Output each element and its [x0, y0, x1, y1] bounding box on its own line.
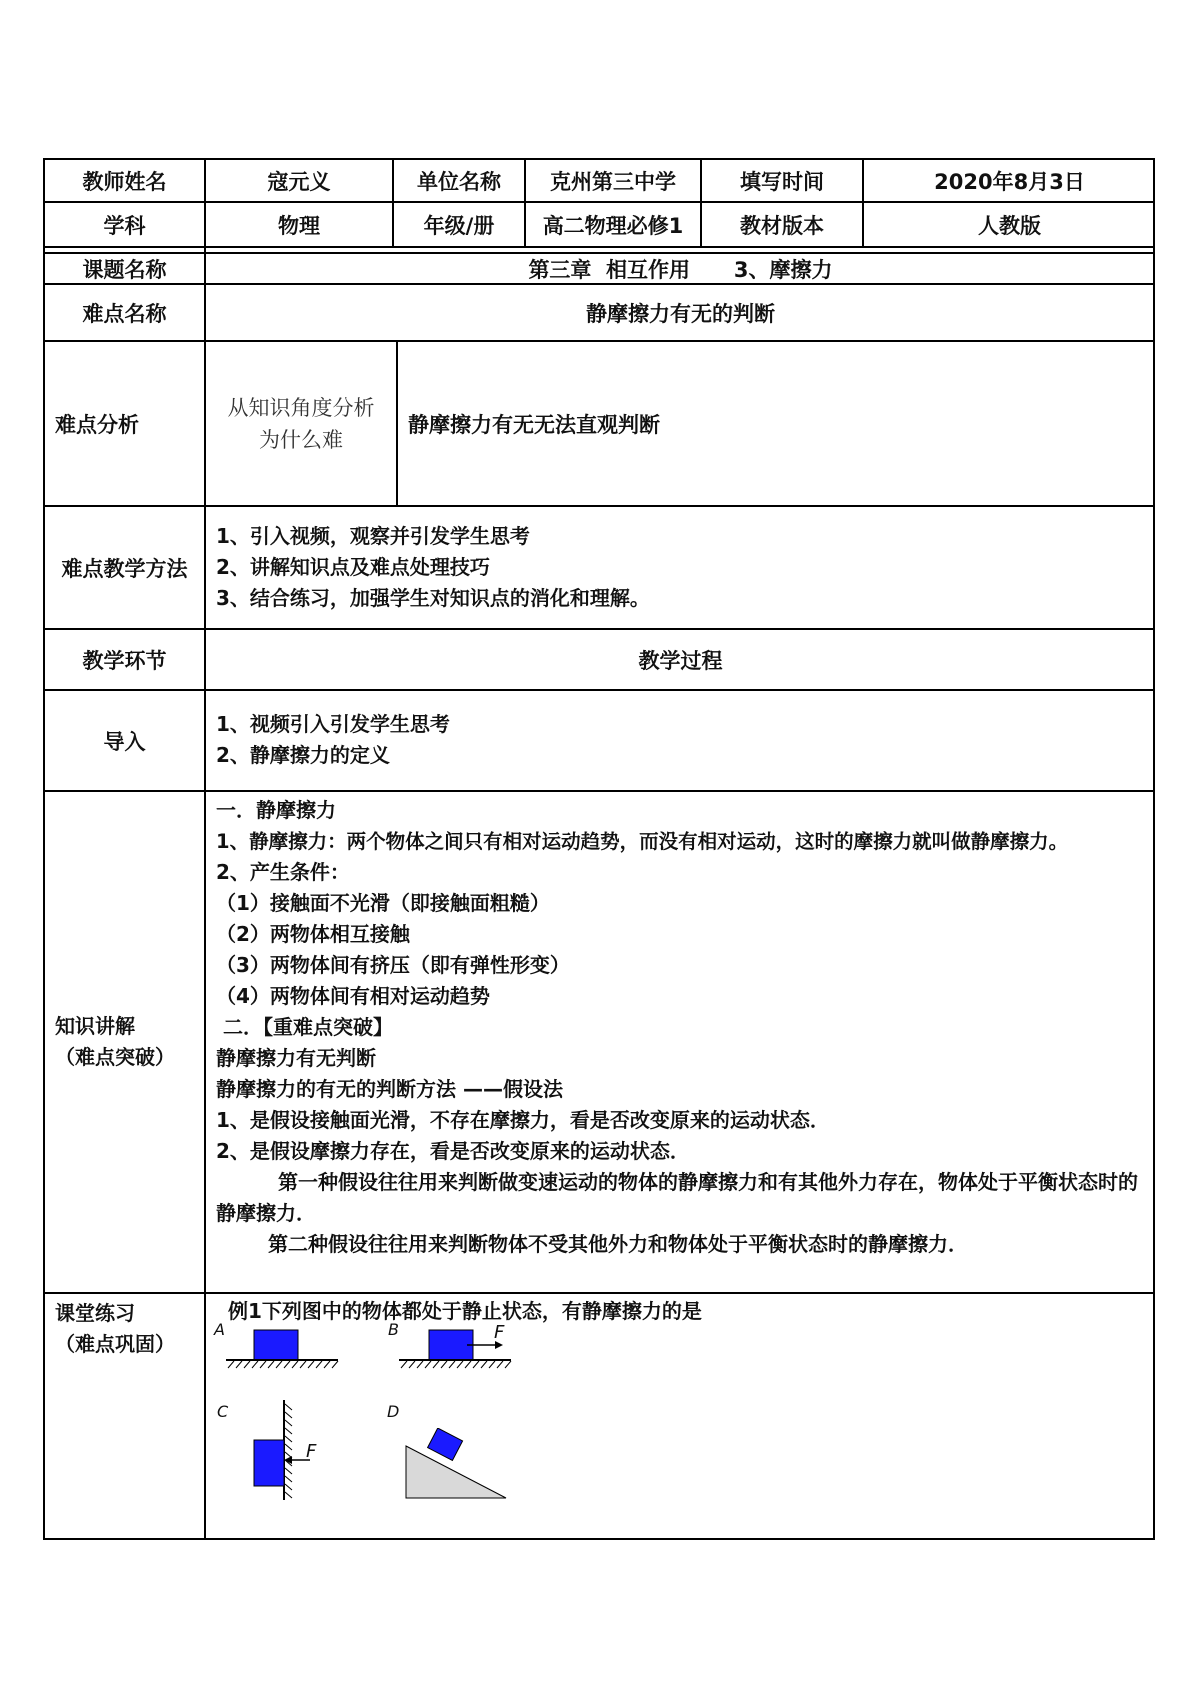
knowledge-line-7: （4）两物体间有相对运动趋势: [216, 984, 490, 1008]
knowledge-line-2: 1、静摩擦力：两个物体之间只有相对运动趋势，而没有相对运动，这时的摩擦力就叫做静摩擦力。: [216, 830, 1069, 853]
figure-a-block: [254, 1330, 298, 1360]
subject-label: 学科: [103, 213, 146, 238]
row-divider: [43, 689, 1155, 691]
figure-b-force-label: F: [494, 1322, 505, 1343]
methods-item-3: 3、结合练习，加强学生对知识点的消化和理解。: [216, 586, 650, 610]
analysis-sub-label: [206, 342, 396, 505]
intro-item-1: 1、视频引入引发学生思考: [216, 712, 450, 736]
knowledge-line-9: 静摩擦力有无判断: [216, 1046, 376, 1070]
intro-item-2: 2、静摩擦力的定义: [216, 743, 390, 767]
figure-d-block-on-incline: [404, 1428, 508, 1500]
analysis-value: 静摩擦力有无无法直观判断: [408, 412, 660, 437]
methods-label: 难点教学方法: [61, 556, 188, 581]
textbook-label: 教材版本: [740, 213, 824, 238]
practice-label-line1: 课堂练习: [55, 1301, 135, 1325]
row-divider: [43, 1292, 1155, 1294]
knowledge-line-12: 2、是假设摩擦力存在，看是否改变原来的运动状态．: [216, 1139, 690, 1163]
knowledge-line-3: 2、产生条件：: [216, 860, 350, 884]
fill-date-label: 填写时间: [740, 169, 824, 194]
analysis-label: 难点分析: [55, 412, 139, 437]
knowledge-paragraph-2: 第二种假设往往用来判断物体不受其他外力和物体处于平衡状态时的静摩擦力．: [268, 1232, 968, 1256]
knowledge-line-5: （2）两物体相互接触: [216, 922, 410, 946]
topic-value: 第三章 相互作用 3、摩擦力: [528, 257, 833, 282]
teacher-name-value: 寇元义: [267, 169, 331, 194]
figure-c-label: C: [217, 1402, 229, 1421]
difficulty-value: 静摩擦力有无的判断: [586, 301, 775, 326]
knowledge-line-10: 静摩擦力的有无的判断方法 ——假设法: [216, 1077, 563, 1101]
knowledge-label-line2: （难点突破）: [55, 1045, 175, 1069]
knowledge-paragraph-1: 第一种假设往往用来判断做变速运动的物体的静摩擦力和有其他外力存在，物体处于平衡状态时的静摩擦力．: [216, 1170, 1138, 1225]
knowledge-line-6: （3）两物体间有挤压（即有弹性形变）: [216, 953, 570, 977]
figure-c-force-label: F: [306, 1441, 317, 1462]
figure-b-label: B: [388, 1320, 399, 1339]
practice-label: [45, 1294, 204, 1374]
difficulty-label: 难点名称: [82, 301, 167, 326]
col-divider: [396, 340, 398, 507]
teacher-name-label: 教师姓名: [82, 169, 167, 194]
knowledge-line-4: （1）接触面不光滑（即接触面粗糙）: [216, 891, 550, 915]
practice-label-line2: （难点巩固）: [55, 1332, 175, 1356]
practice-question: 例1下列图中的物体都处于静止状态，有静摩擦力的是: [228, 1299, 702, 1323]
analysis-sub-label-line2: 为什么难: [259, 427, 343, 452]
subject-value: 物理: [278, 213, 320, 238]
unit-name-value: 克州第三中学: [550, 169, 676, 194]
figure-d-label: D: [387, 1402, 400, 1421]
analysis-sub-label-line1: 从知识角度分析: [227, 395, 375, 420]
figure-d-block: [428, 1428, 463, 1460]
process-header-value: 教学过程: [638, 648, 723, 673]
methods-item-2: 2、讲解知识点及难点处理技巧: [216, 555, 490, 579]
knowledge-label-line1: 知识讲解: [55, 1014, 135, 1038]
knowledge-line-8: 二．【重难点突破】: [216, 1015, 393, 1039]
grade-label: 年级/册: [423, 213, 495, 238]
knowledge-line-11: 1、是假设接触面光滑，不存在摩擦力，看是否改变原来的运动状态．: [216, 1108, 830, 1132]
intro-label: 导入: [103, 729, 146, 754]
knowledge-label: [45, 792, 204, 1292]
grade-value: 高二物理必修1: [542, 213, 684, 238]
methods-item-1: 1、引入视频，观察并引发学生思考: [216, 524, 530, 548]
row-divider: [43, 790, 1155, 792]
topic-label: 课题名称: [82, 257, 167, 282]
row-divider: [43, 246, 1155, 248]
figure-b-block: [429, 1330, 473, 1360]
textbook-value: 人教版: [978, 213, 1041, 238]
figure-c-block: [254, 1440, 284, 1486]
figure-a-block-on-ground: [222, 1328, 342, 1370]
fill-date-value: 2020年8月3日: [934, 169, 1085, 194]
unit-name-label: 单位名称: [417, 169, 501, 194]
row-divider: [43, 505, 1155, 507]
knowledge-line-1: 一．静摩擦力: [216, 798, 336, 822]
figure-a-label: A: [214, 1320, 225, 1339]
process-header-label: 教学环节: [82, 648, 167, 673]
